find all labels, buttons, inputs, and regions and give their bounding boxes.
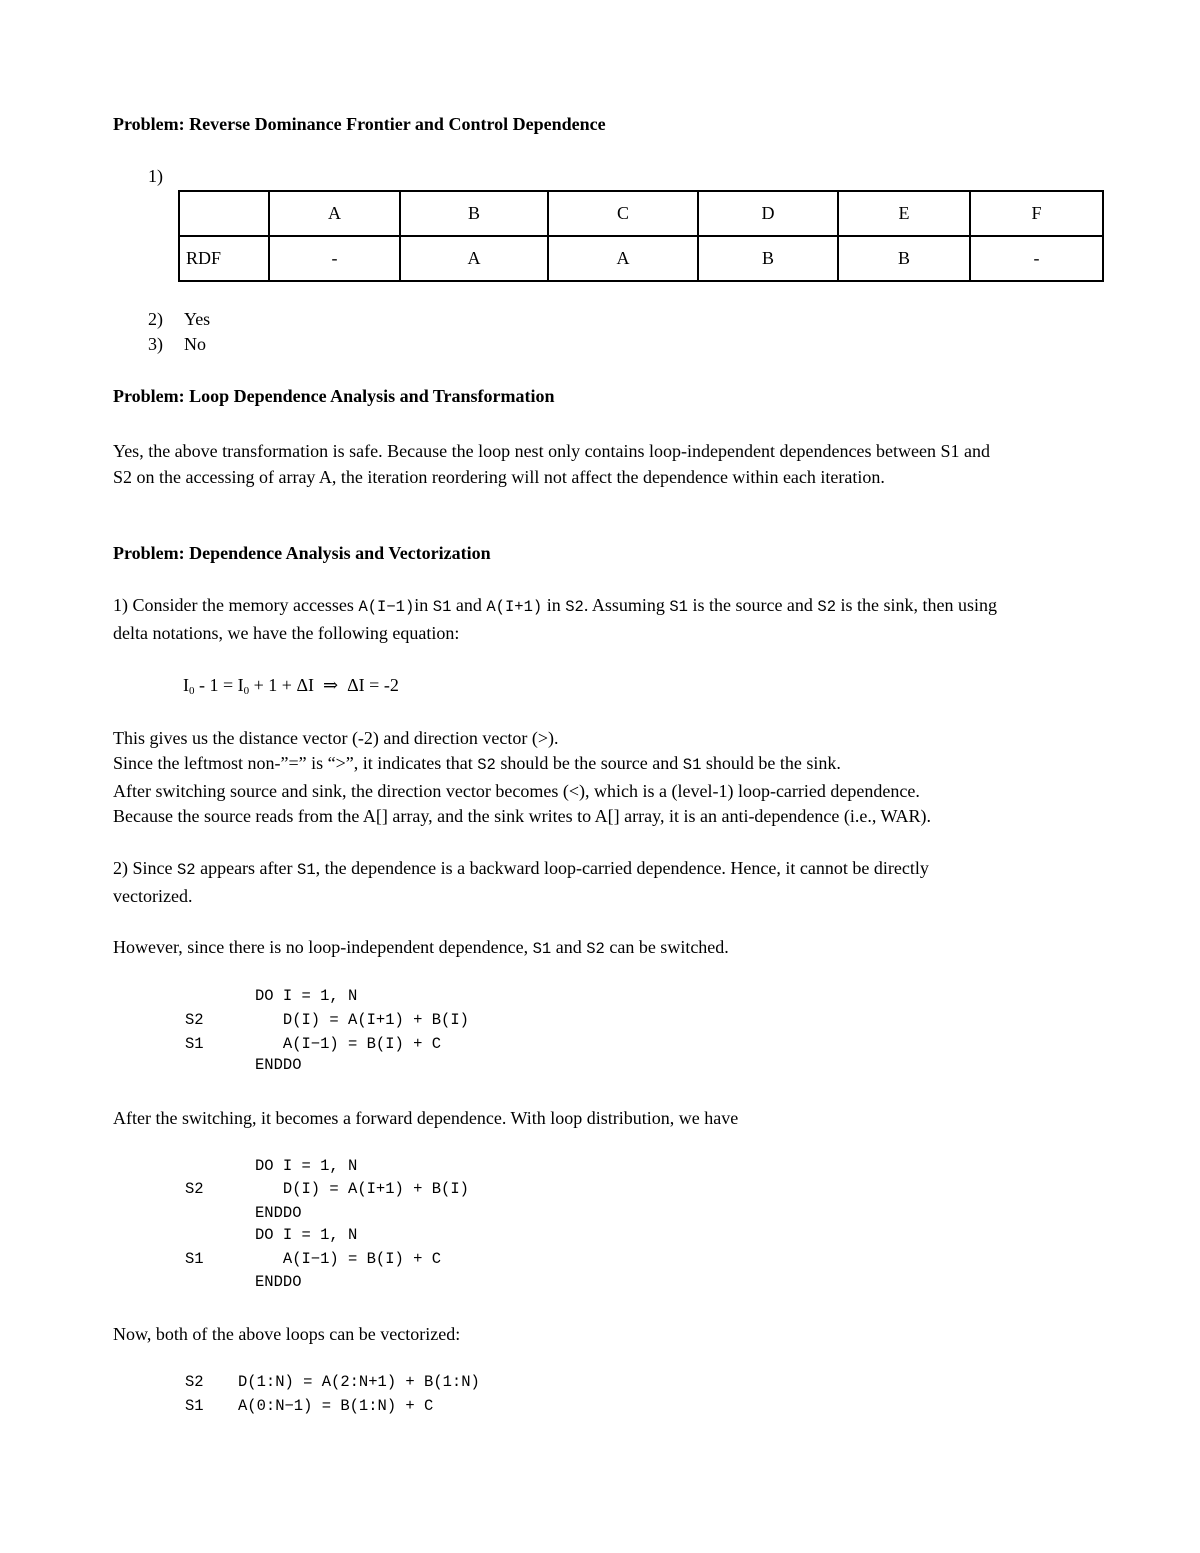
code-line: ENDDO <box>255 1204 302 1222</box>
after-switch-text: After the switching, it becomes a forward dependence. With loop distribution, we have <box>113 1108 739 1128</box>
code-ref: S2 <box>565 598 584 616</box>
p1-text: . Assuming <box>583 595 670 615</box>
code-line: D(I) = A(I+1) + B(I) <box>255 1180 469 1198</box>
code-ref: S1 <box>682 756 702 774</box>
p2-line1 <box>113 857 929 881</box>
q1-label: 1) <box>148 166 163 186</box>
problem2-line2: S2 on the accessing of array A, the iteration reordering will not affect the dependence within each iteration. <box>113 467 885 487</box>
table-header-cell: C <box>548 191 698 236</box>
table-cell: A <box>548 236 698 281</box>
table-header-cell: F <box>970 191 1103 236</box>
p1-text: in <box>414 595 433 615</box>
analysis-text: Since the leftmost non-”=” is “>”, it indicates that <box>113 753 478 773</box>
p1-text: is the sink, then using <box>836 595 998 615</box>
p1-line2: delta notations, we have the following equation: <box>113 623 460 643</box>
statement-label: S1 <box>185 1397 204 1415</box>
p3-line <box>113 936 729 960</box>
problem1-title: Problem: Reverse Dominance Frontier and Control Dependence <box>113 114 606 134</box>
rdf-table <box>178 190 1104 282</box>
eq-subscript: 0 <box>243 685 250 697</box>
p1-text: 1) Consider the memory accesses <box>113 595 359 615</box>
statement-label: S2 <box>185 1011 204 1029</box>
code-line: DO I = 1, N <box>255 1226 358 1244</box>
table-header-cell: A <box>269 191 400 236</box>
code-line: A(I−1) = B(I) + C <box>255 1035 442 1053</box>
problem2-line1: Yes, the above transformation is safe. Because the loop nest only contains loop-independent dependences between S1 and <box>113 441 990 461</box>
p2-line2: vectorized. <box>113 886 193 906</box>
table-header-cell: E <box>838 191 970 236</box>
table-cell: - <box>970 236 1103 281</box>
p3-text: and <box>551 937 587 957</box>
analysis-text: should be the sink. <box>701 753 841 773</box>
analysis-line4: Because the source reads from the A[] array, and the sink writes to A[] array, it is an anti-dependence (i.e., WAR). <box>113 806 932 826</box>
statement-label: S2 <box>185 1373 204 1391</box>
code-ref: S1 <box>432 598 452 616</box>
implies-icon: ⇒ <box>323 675 339 695</box>
code-ref: S2 <box>586 940 605 958</box>
eq-part: + 1 + ΔI <box>249 675 324 695</box>
code-line: DO I = 1, N <box>255 1157 358 1175</box>
problem3-title: Problem: Dependence Analysis and Vectorization <box>113 543 491 563</box>
code-line: ENDDO <box>255 1056 302 1074</box>
statement-label: S1 <box>185 1250 204 1268</box>
table-header-cell <box>179 191 269 236</box>
eq-part: ΔI = -2 <box>338 675 399 695</box>
q3-answer: No <box>184 334 206 354</box>
code-line: DO I = 1, N <box>255 987 358 1005</box>
code-line: A(I−1) = B(I) + C <box>255 1250 442 1268</box>
table-row <box>179 236 1103 281</box>
p3-text: can be switched. <box>604 937 729 957</box>
table-cell-rdf-label: RDF <box>179 236 269 281</box>
code-ref: S2 <box>817 598 837 616</box>
p1-text: and <box>451 595 487 615</box>
p2-text: appears after <box>195 858 298 878</box>
code-line: D(I) = A(I+1) + B(I) <box>255 1011 469 1029</box>
statement-label: S2 <box>185 1180 204 1198</box>
code-ref: S1 <box>532 940 552 958</box>
q3-label: 3) <box>148 334 163 354</box>
eq-subscript: 0 <box>189 685 195 697</box>
p2-text: 2) Since <box>113 858 177 878</box>
q2-label: 2) <box>148 309 163 329</box>
problem2-title: Problem: Loop Dependence Analysis and Transformation <box>113 386 555 406</box>
p1-text: in <box>542 595 566 615</box>
code-ref: A(I+1) <box>486 598 543 616</box>
p1-line1 <box>113 594 997 618</box>
p2-text: , the dependence is a backward loop-carried dependence. Hence, it cannot be directly <box>315 858 929 878</box>
code-ref: S1 <box>669 598 688 616</box>
table-cell: A <box>400 236 548 281</box>
p1-text: is the source and <box>687 595 818 615</box>
table-cell: B <box>838 236 970 281</box>
code-line: ENDDO <box>255 1273 302 1291</box>
p3-text: However, since there is no loop-independent dependence, <box>113 937 533 957</box>
code-line: A(0:N−1) = B(1:N) + C <box>238 1397 434 1415</box>
analysis-line1: This gives us the distance vector (-2) and direction vector (>). <box>113 728 559 748</box>
analysis-line3: After switching source and sink, the direction vector becomes (<), which is a (level-1) loop-carried dependence. <box>113 781 920 801</box>
eq-part: - 1 = I <box>194 675 244 695</box>
code-ref: S2 <box>176 861 196 879</box>
table-cell: B <box>698 236 838 281</box>
table-header-cell: B <box>400 191 548 236</box>
now-both-text: Now, both of the above loops can be vectorized: <box>113 1324 461 1344</box>
q2-answer: Yes <box>184 309 211 329</box>
table-header-row <box>179 191 1103 236</box>
code-ref: S1 <box>297 861 316 879</box>
code-line: D(1:N) = A(2:N+1) + B(1:N) <box>238 1373 480 1391</box>
analysis-text: should be the source and <box>495 753 683 773</box>
table-cell: - <box>269 236 400 281</box>
statement-label: S1 <box>185 1035 204 1053</box>
eq-part: I <box>183 675 189 695</box>
code-ref: A(I−1) <box>358 598 415 616</box>
delta-equation <box>183 674 399 702</box>
table-header-cell: D <box>698 191 838 236</box>
code-ref: S2 <box>477 756 496 774</box>
analysis-line2 <box>113 752 841 776</box>
